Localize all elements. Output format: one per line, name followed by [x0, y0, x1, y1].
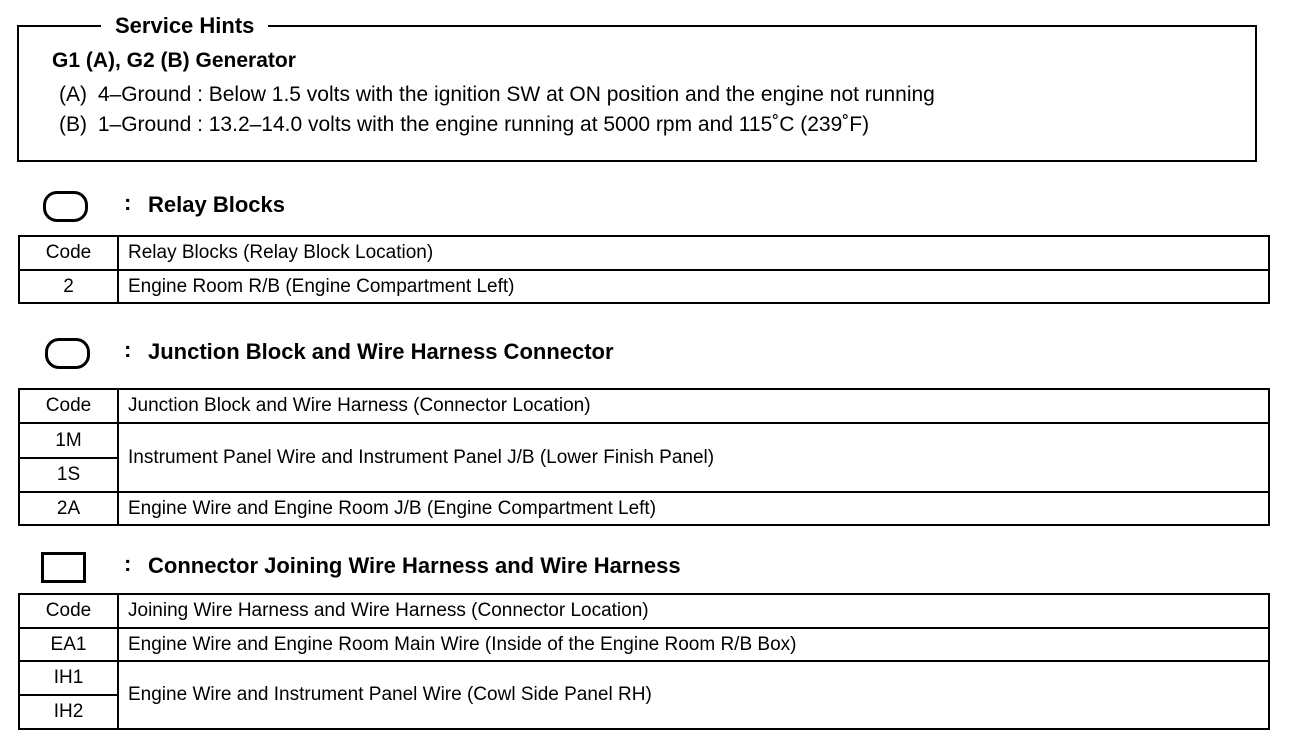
relay-blocks-table: [18, 235, 1270, 304]
desc-header: Relay Blocks (Relay Block Location): [118, 236, 1269, 270]
table-row: [19, 270, 1269, 303]
code-cell: 2: [19, 270, 118, 303]
code-header: Code: [19, 236, 118, 270]
desc-cell: Instrument Panel Wire and Instrument Panel J/B (Lower Finish Panel): [118, 423, 1269, 492]
code-cell: IH2: [19, 695, 118, 729]
relay-blocks-section-head: [40, 188, 285, 224]
hint-text: 4–Ground : Below 1.5 volts with the ignition SW at ON position and the engine not running: [97, 83, 935, 106]
desc-cell: Engine Wire and Engine Room J/B (Engine Compartment Left): [118, 492, 1269, 525]
service-hints-box: [17, 13, 1257, 162]
table-row: [19, 628, 1269, 661]
table-row: [19, 423, 1269, 458]
desc-cell: Engine Room R/B (Engine Compartment Left): [118, 270, 1269, 303]
table-header-row: [19, 389, 1269, 423]
desc-cell: Engine Wire and Instrument Panel Wire (Cowl Side Panel RH): [118, 661, 1269, 729]
table-header-row: [19, 236, 1269, 270]
section-colon: :: [124, 337, 132, 362]
code-cell: 1M: [19, 423, 118, 458]
hint-line-b: [59, 113, 869, 137]
hint-tag: (B): [59, 113, 87, 136]
code-cell: IH1: [19, 661, 118, 695]
section-colon: :: [124, 190, 132, 215]
table-row: [19, 492, 1269, 525]
table-header-row: [19, 594, 1269, 628]
desc-header: Junction Block and Wire Harness (Connector Location): [118, 389, 1269, 423]
code-header: Code: [19, 389, 118, 423]
junction-block-section-head: [40, 335, 614, 371]
connector-section-head: [40, 549, 681, 585]
connector-table: [18, 593, 1270, 730]
junction-block-symbol-icon: [45, 338, 90, 369]
code-cell: EA1: [19, 628, 118, 661]
connector-title: Connector Joining Wire Harness and Wire Harness: [148, 553, 681, 578]
connector-symbol-icon: [41, 552, 86, 583]
desc-cell: Engine Wire and Engine Room Main Wire (Inside of the Engine Room R/B Box): [118, 628, 1269, 661]
code-cell: 1S: [19, 458, 118, 492]
hint-tag: (A): [59, 83, 87, 106]
desc-header: Joining Wire Harness and Wire Harness (Connector Location): [118, 594, 1269, 628]
section-colon: :: [124, 551, 132, 576]
relay-blocks-title: Relay Blocks: [148, 192, 285, 217]
relay-block-symbol-icon: [43, 191, 88, 222]
service-hints-title: Service Hints: [101, 14, 268, 38]
hint-line-a: [59, 83, 935, 107]
table-row: [19, 661, 1269, 695]
junction-block-table: [18, 388, 1270, 526]
code-cell: 2A: [19, 492, 118, 525]
hint-text: 1–Ground : 13.2–14.0 volts with the engine running at 5000 rpm and 115˚C (239˚F): [97, 113, 870, 136]
service-hints-heading: G1 (A), G2 (B) Generator: [52, 49, 296, 72]
code-header: Code: [19, 594, 118, 628]
junction-block-title: Junction Block and Wire Harness Connector: [148, 339, 614, 364]
